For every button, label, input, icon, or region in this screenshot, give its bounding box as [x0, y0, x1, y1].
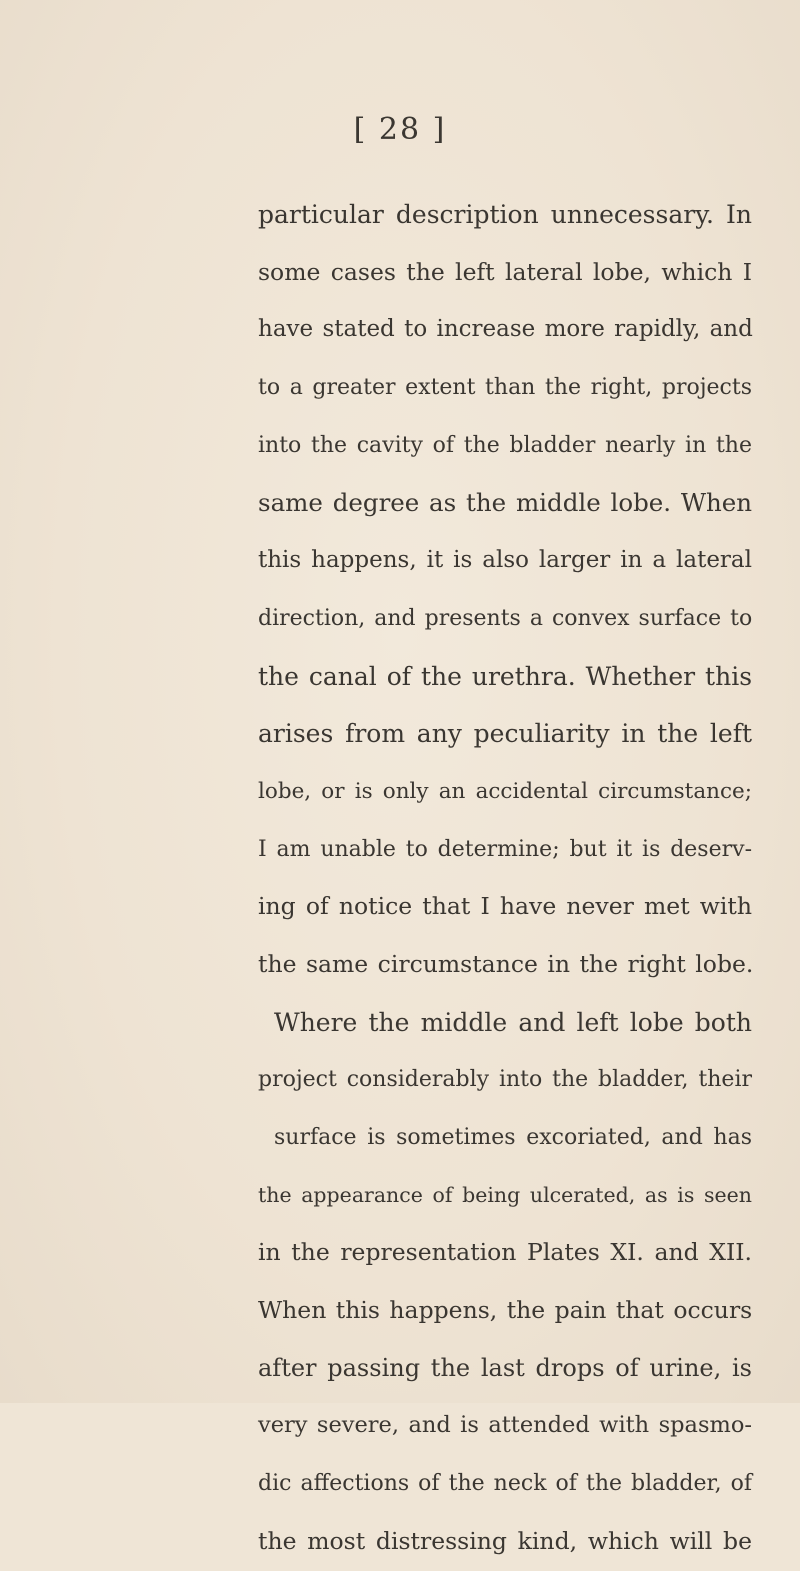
text-line: particular description unnecessary. In — [258, 200, 752, 229]
text-line: some cases the left lateral lobe, which I — [258, 257, 752, 286]
text-line: to a greater extent than the right, projects — [258, 375, 752, 401]
text-line: project considerably into the bladder, their — [258, 1067, 752, 1093]
text-line: arises from any peculiarity in the left — [258, 719, 752, 749]
text-line: the most distressing kind, which will be — [258, 1526, 752, 1555]
text-line: have stated to increase more rapidly, and — [258, 316, 753, 343]
text-line: after passing the last drops of urine, is — [258, 1353, 752, 1382]
text-line: into the cavity of the bladder nearly in the — [258, 432, 752, 458]
text-line: dic affections of the neck of the bladder, of — [258, 1471, 752, 1497]
text-line: same degree as the middle lobe. When — [258, 488, 753, 518]
text-line: lobe, or is only an accidental circumstance; — [258, 778, 752, 804]
body-text — [258, 186, 752, 1571]
text-line: this happens, it is also larger in a lateral — [258, 547, 752, 574]
paragraph-start-line: Where the middle and left lobe both — [274, 1007, 752, 1037]
text-line: When this happens, the pain that occurs — [258, 1296, 753, 1325]
text-line: in the representation Plates XI. and XII. — [258, 1238, 752, 1267]
page-number: [ 28 ] — [353, 112, 447, 147]
text-line: the appearance of being ulcerated, as is seen — [258, 1182, 752, 1207]
text-line: surface is sometimes excoriated, and has — [274, 1125, 752, 1150]
text-line: the same circumstance in the right lobe. — [258, 949, 754, 978]
text-line: I am unable to determine; but it is deserv- — [258, 836, 752, 862]
text-line: the canal of the urethra. Whether this — [258, 661, 753, 691]
text-line: very severe, and is attended with spasmo- — [258, 1412, 752, 1439]
text-line: ing of notice that I have never met with — [258, 892, 752, 921]
text-line: direction, and presents a convex surface to — [258, 605, 753, 631]
